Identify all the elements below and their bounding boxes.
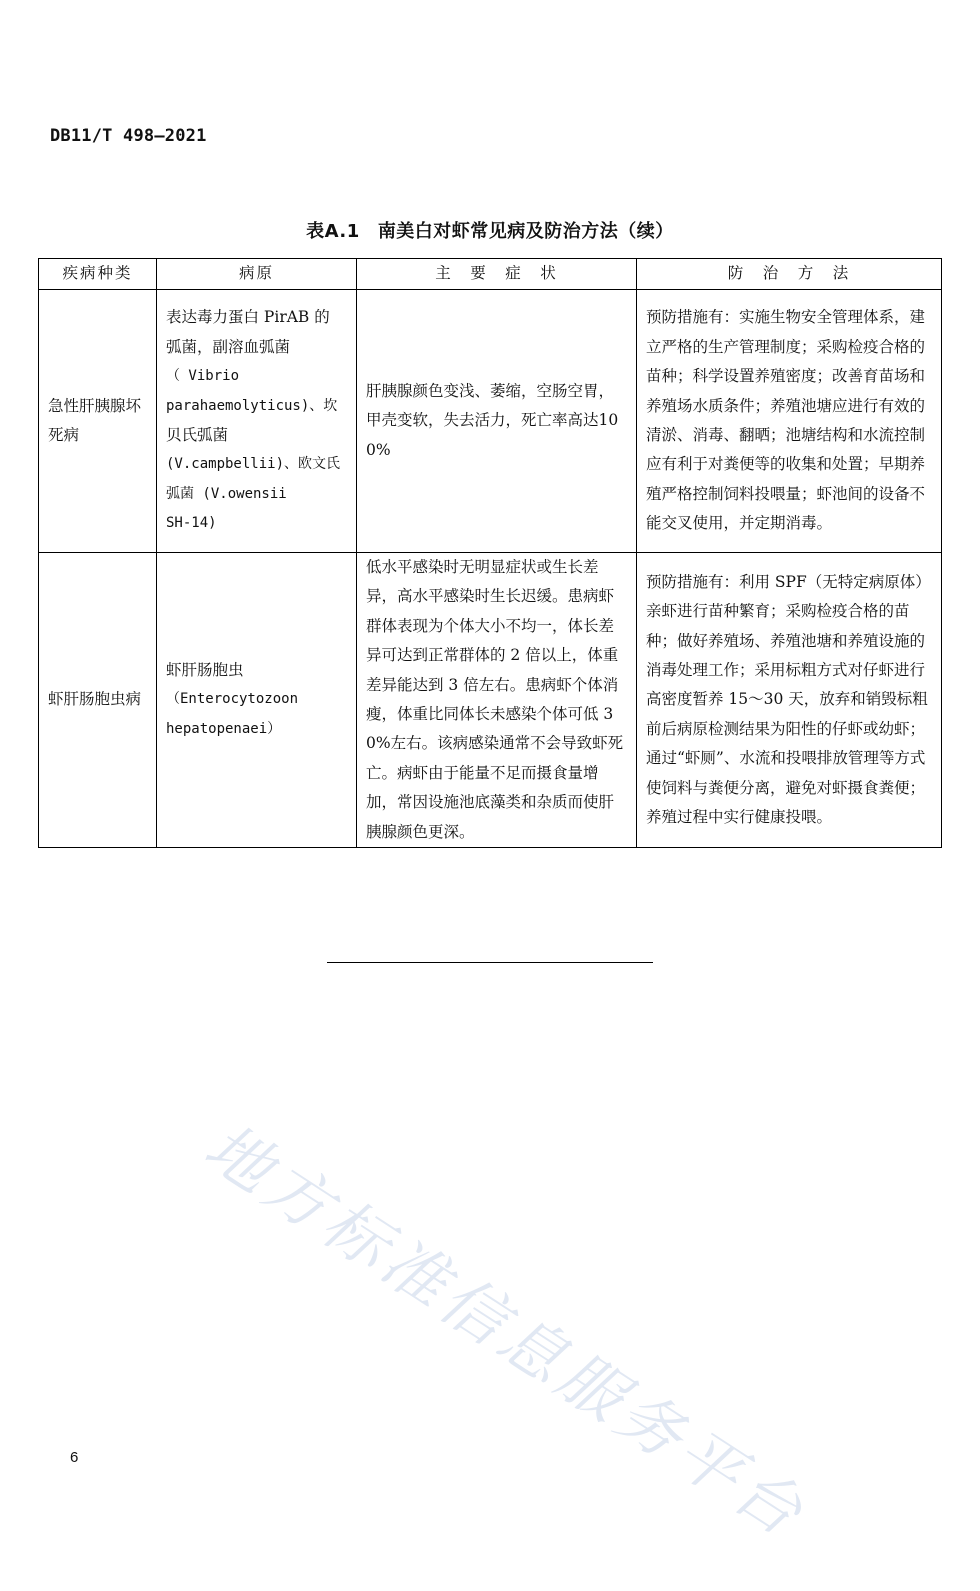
pathogen-line: 弧菌，副溶血弧菌	[166, 337, 291, 356]
table-caption: 南美白对虾常见病及防治方法（续）	[377, 221, 674, 242]
disease-table	[38, 258, 942, 848]
disease-name: 急性肝胰腺坏死病	[39, 290, 157, 553]
pathogen-line: (V.campbellii)、欧文氏	[166, 456, 341, 473]
table-row	[39, 553, 942, 848]
pathogen-line: （Enterocytozoon	[166, 691, 299, 708]
page-number: 6	[70, 1449, 79, 1466]
pathogen-line: （ Vibrio	[166, 368, 240, 385]
header-disease-type: 疾病种类	[39, 259, 157, 290]
prevention-cell: 预防措施有：实施生物安全管理体系，建立严格的生产管理制度；采购检疫合格的苗种；科学设置养殖密度；改善育苗场和养殖场水质条件；养殖池塘应进行有效的清淤、消毒、翻晒；池塘结构和水流控制应有利于对粪便等的收集和处置；早期养殖严格控制饲料投喂量；虾池间的设备不能交叉使用，并定期消毒。	[637, 290, 942, 553]
pathogen-line: parahaemolyticus)、坎	[166, 397, 338, 414]
symptoms-cell: 低水平感染时无明显症状或生长差异，高水平感染时生长迟缓。患病虾群体表现为个体大小不均一，体长差异可达到正常群体的 2 倍以上，体重差异能达到 3 倍左右。患病虾个体消瘦，体重比同体长未感染个体可低 30%左右。该病感染通常不会导致虾死亡。病虾由于能量不足而摄食量增加，常因设施池底藻类和杂质而使肝胰腺颜色更深。	[357, 553, 637, 848]
symptoms-cell: 肝胰腺颜色变浅、萎缩，空肠空胃，甲壳变软，失去活力，死亡率高达100%	[357, 290, 637, 553]
pathogen-line: SH-14)	[166, 515, 217, 532]
end-divider	[327, 962, 653, 963]
table-row	[39, 290, 942, 553]
table-number: 表A.1	[306, 221, 360, 242]
table-header-row	[39, 259, 942, 290]
header-prevention: 防 治 方 法	[637, 259, 942, 290]
disease-name: 虾肝肠胞虫病	[39, 553, 157, 848]
pathogen-line: 虾肝肠胞虫	[166, 660, 244, 679]
pathogen-cell	[157, 553, 357, 848]
header-pathogen: 病原	[157, 259, 357, 290]
pathogen-line: 表达毒力蛋白 PirAB 的	[166, 308, 330, 327]
prevention-cell: 预防措施有：利用 SPF（无特定病原体）亲虾进行苗种繁育；采购检疫合格的苗种；做好养殖场、养殖池塘和养殖设施的消毒处理工作；采用标粗方式对仔虾进行高密度暂养 15～30 天，放弃和销毁标粗前后病原检测结果为阳性的仔虾或幼虾；通过“虾厕”、水流和投喂排放管理等方式使饲料与粪便分离，避免对虾摄食粪便；养殖过程中实行健康投喂。	[637, 553, 942, 848]
pathogen-line: hepatopenaei）	[166, 720, 282, 737]
watermark: 地方标准信息服务平台	[191, 1110, 819, 1554]
pathogen-cell	[157, 290, 357, 553]
document-code: DB11/T 498—2021	[50, 126, 207, 146]
pathogen-line: 贝氏弧菌	[166, 426, 229, 444]
pathogen-line: 弧菌 (V.owensii	[166, 485, 287, 502]
header-symptoms: 主 要 症 状	[357, 259, 637, 290]
table-title	[0, 217, 980, 243]
